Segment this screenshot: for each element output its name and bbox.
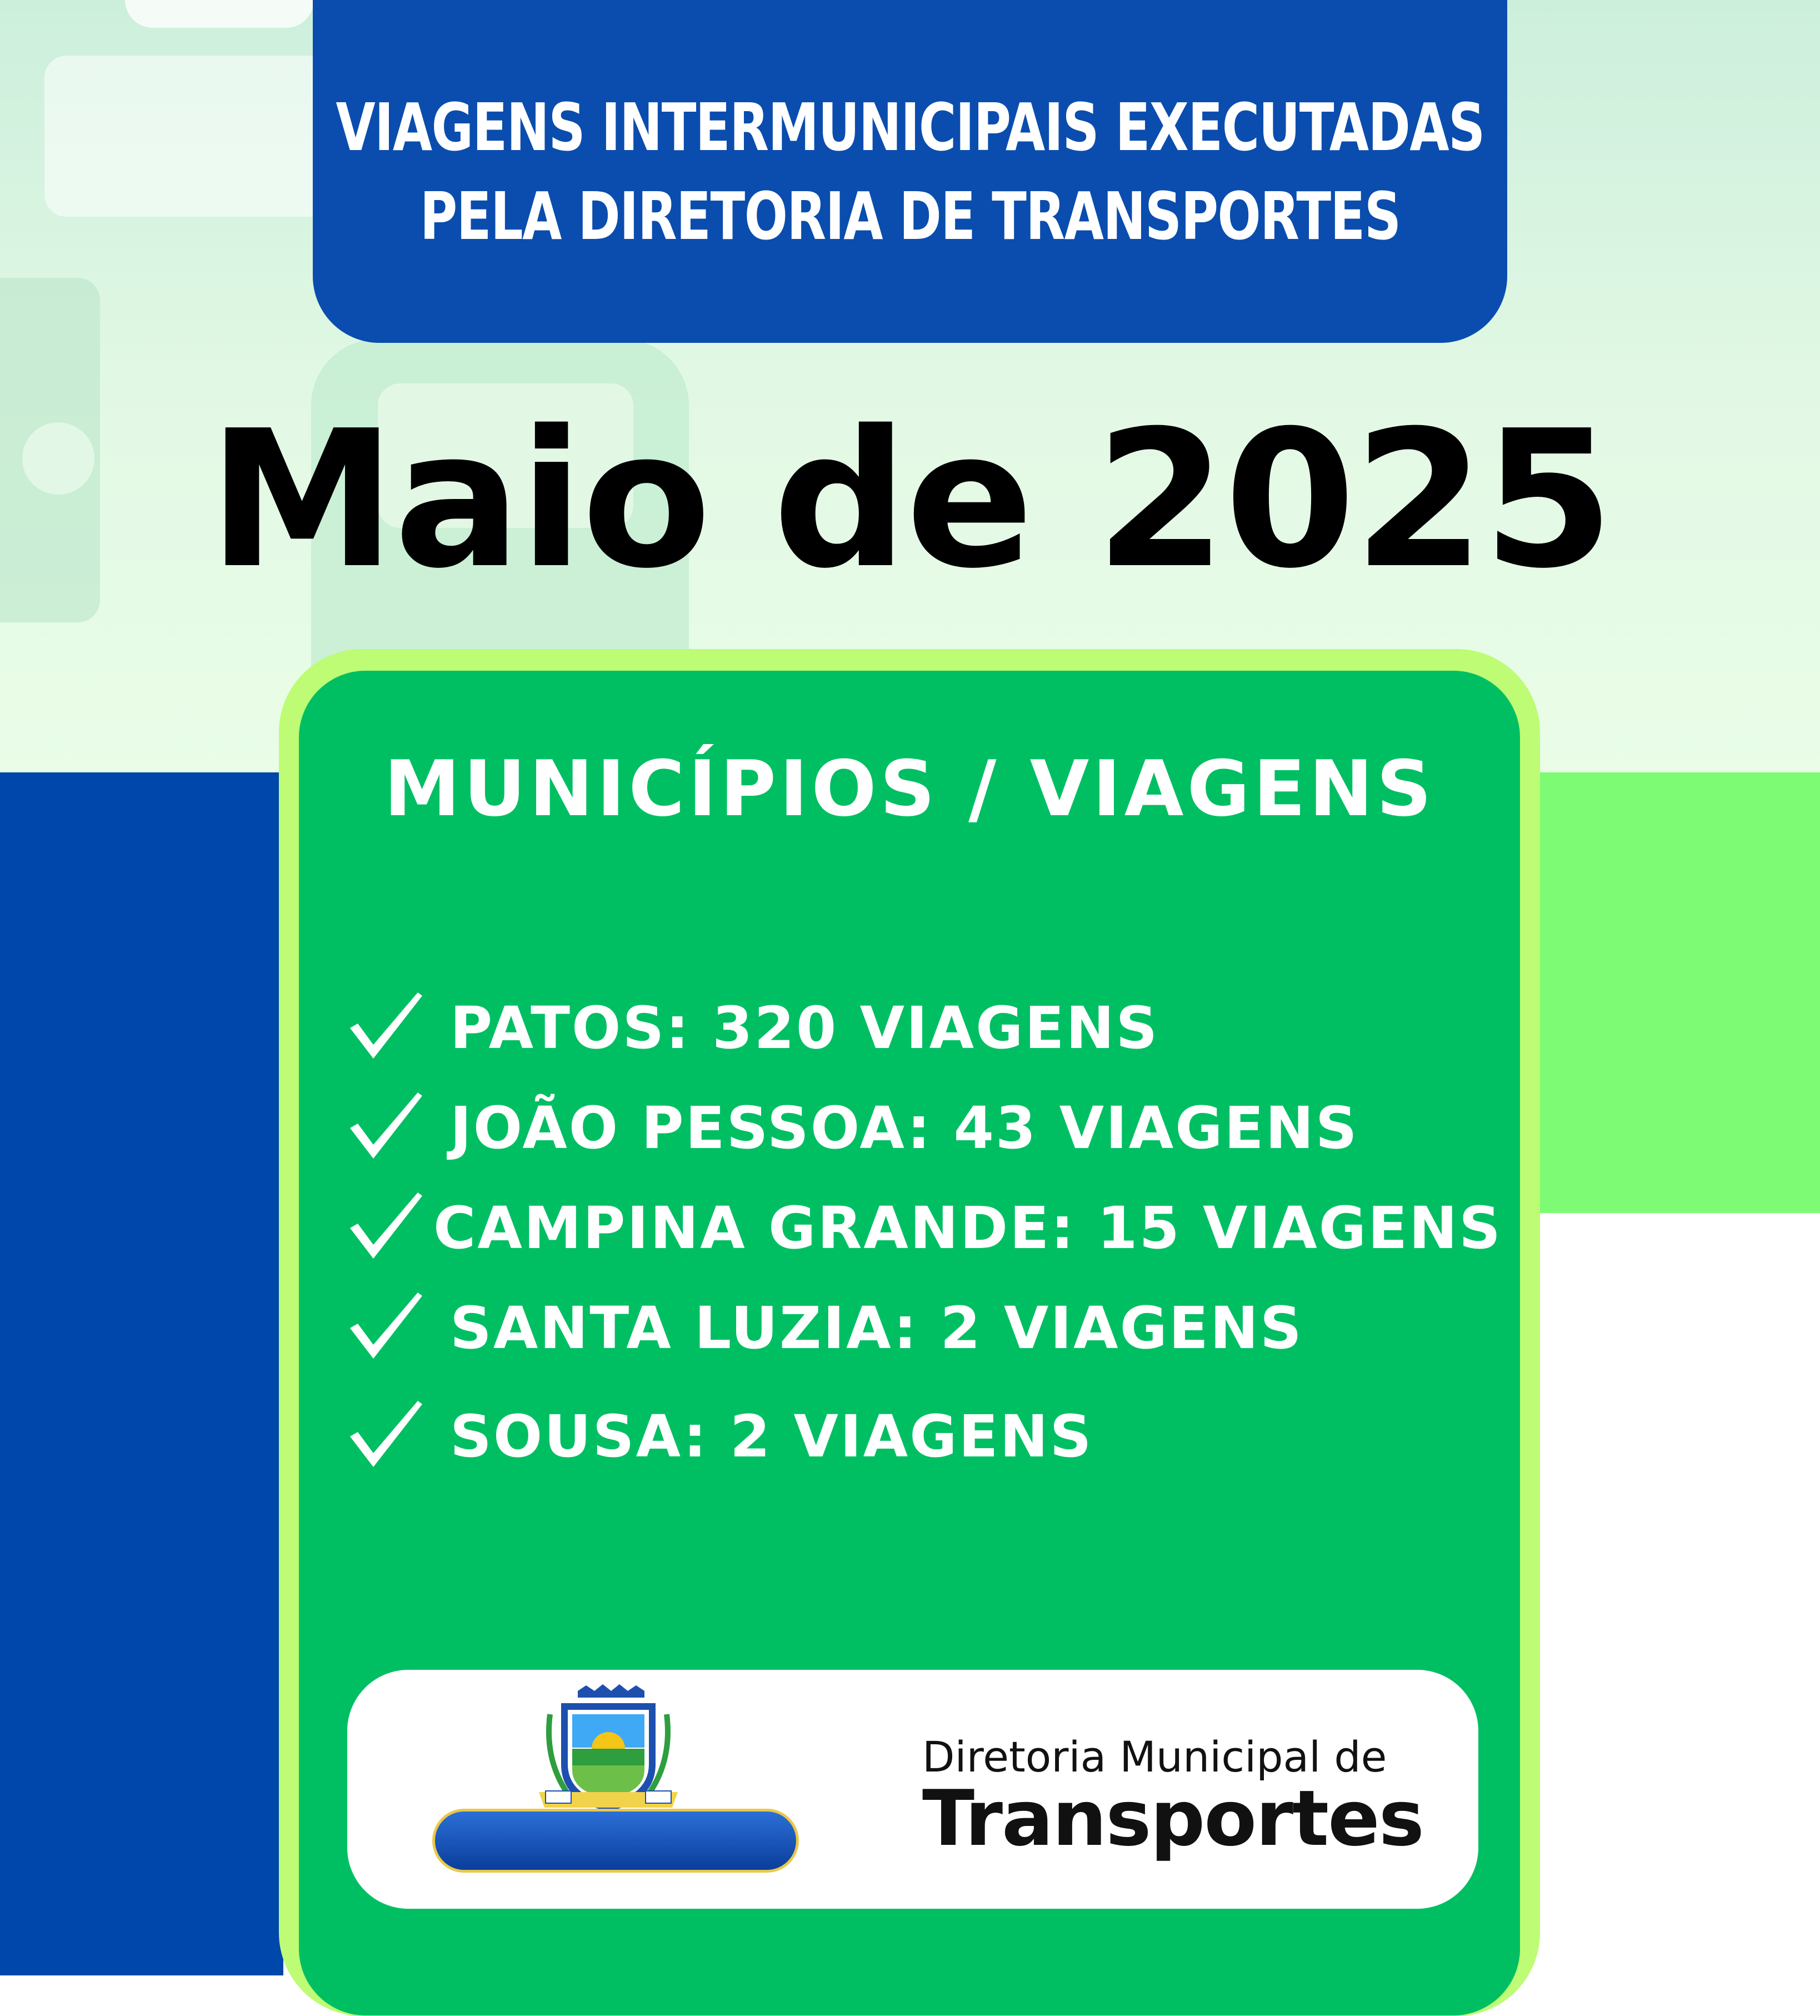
card-title: MUNICÍPIOS / VIAGENS bbox=[384, 744, 1435, 834]
period-title: Maio de 2025 bbox=[208, 390, 1612, 610]
header-title-line2: PELA DIRETORIA DE TRANSPORTES bbox=[419, 177, 1401, 255]
vehicle-silhouette bbox=[125, 0, 314, 28]
list-item bbox=[344, 978, 1511, 1078]
list-item bbox=[344, 1278, 1511, 1378]
municipal-crest-logo bbox=[533, 1681, 683, 1820]
header-banner bbox=[313, 0, 1507, 343]
header-title-line1: VIAGENS INTERMUNICIPAIS EXECUTADAS bbox=[336, 88, 1484, 166]
list-item-text: CAMPINA GRANDE: 15 VIAGENS bbox=[433, 1194, 1503, 1262]
list-item bbox=[344, 1078, 1511, 1178]
list-item-text: SANTA LUZIA: 2 VIAGENS bbox=[450, 1294, 1303, 1362]
list-item-text: SOUSA: 2 VIAGENS bbox=[450, 1403, 1093, 1470]
check-icon bbox=[344, 1289, 428, 1367]
background-green-block bbox=[1500, 772, 1820, 1213]
department-name: Transportes bbox=[922, 1774, 1423, 1863]
municipalities-list bbox=[344, 978, 1511, 1486]
check-icon bbox=[344, 1398, 428, 1475]
brand-pill bbox=[432, 1809, 799, 1873]
vehicle-silhouette bbox=[44, 56, 333, 217]
background-blue-block bbox=[0, 772, 283, 1975]
check-icon bbox=[344, 1089, 428, 1167]
check-icon bbox=[344, 1189, 428, 1267]
department-label: Diretoria Municipal de bbox=[922, 1732, 1387, 1782]
list-item-text: PATOS: 320 VIAGENS bbox=[450, 994, 1159, 1062]
list-item bbox=[344, 1386, 1511, 1486]
list-item bbox=[344, 1178, 1511, 1278]
check-icon bbox=[344, 989, 428, 1067]
list-item-text: JOÃO PESSOA: 43 VIAGENS bbox=[450, 1094, 1359, 1162]
